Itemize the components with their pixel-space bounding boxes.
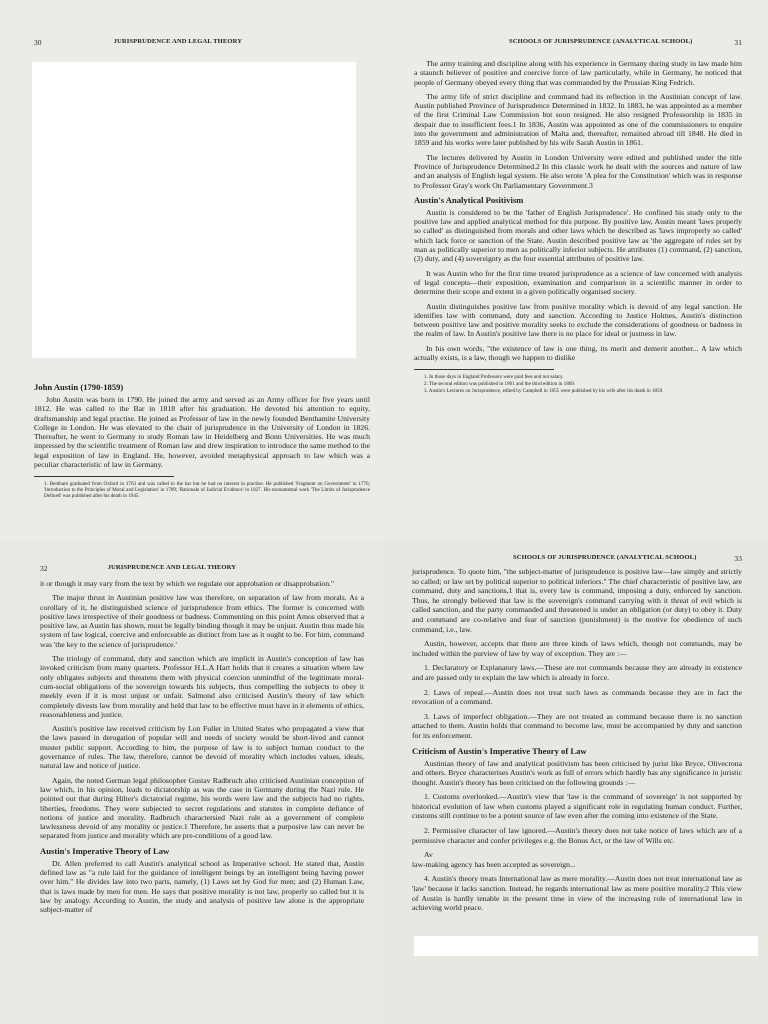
page-31: [384, 0, 768, 540]
footnote: 1. Bentham graduated from Oxford in 1763 and was called to the bar but he had no interest in practise. He published 'Fragment on Government' in 1776; 'Introduction to the Principles of Moral and Legislation' in 1789; 'Rationale of Judicial Evidence' in 1827. His monumental work 'The Limits of Jurisprudence Defined' was published after his death in 1945.: [44, 481, 370, 500]
page-33: [384, 540, 768, 1024]
paragraph: The army training and discipline along with his experience in Germany during study in law made him a staunch believer of positive and coercive force of law particularly, while in Germany, he noticed that people of Germany obeyed every thing that was commanded by the Prussian King Fedrich.: [414, 59, 742, 87]
page-header: [34, 38, 370, 47]
page-32: [0, 540, 384, 1024]
paragraph: law-making agency has been accepted as sovereign...: [412, 859, 576, 869]
redaction-box: [32, 62, 356, 358]
paragraph: The major thrust in Austinian positive law was therefore, on separation of law from morals. As a corollary of it, he distinguished science of jurisprudence from ethics. The former is concerned with positive laws irrespective of their goodness or badness. Commenting on this point Amos observed that a positive law, as Austin has shown, must be legally binding though it may be unjust. Austin thus made his system of law logical, coercive and enforceable as distinct from law as it ought to be. For him, command was 'the key to the science of jurisprudence.': [40, 593, 364, 649]
paragraph: 1. Declaratory or Explanatory laws.—These are not commands because they are already in existence and are passed only to explain the law which is already in force.: [412, 663, 742, 682]
paragraph: Austin is considered to be the 'father of English Jurisprudence'. He confined his study only to the positive law and applied analytical method for this purpose. By positive law, Austin meant 'laws properly so called' as distinguished from morals and other laws which he described as 'laws improperly so called' which lack force or sanction of the State. Austin described positive law as 'the aggregate of rules set by man as politically superior to men as politically inferior subjects. He attributes (1) command, (2) sanction, (3) duty, and (4) sovereignty as the four essential attributes of positive law.: [414, 207, 742, 264]
page-30: [0, 0, 384, 540]
paragraph: 1. Customs overlooked.—Austin's view that 'law is the command of sovereign' is not supported by historical evolution of law when customs played a significant role in regulating human conduct. Further, customs still continue to be a potent source of law even after the coming into existence of the State.: [412, 792, 742, 821]
page-header: [412, 554, 742, 563]
page-header: [40, 564, 364, 573]
paragraph: Dr. Allen preferred to call Austin's analytical school as Imperative school. He stated that, Austin defined law as "a rule laid for the guidance of intelligent beings by an intelligent being having power over him." He divides law into two parts, namely, (1) Laws set by God for men; and (2) Human Law, that is laws made by men for men. He says that positive morality is not law, properly so called but it is law by analogy. According to Austin, the study and analysis of positive law alone is the appropriate subject-matter of: [40, 858, 364, 915]
paragraph: 2. Permissive character of law ignored.—Austin's theory does not take notice of laws which are of a permissive character and confer privileges e.g. the Bonus Act, or the law of Wills etc.: [412, 826, 742, 845]
paragraph: Again, the noted German legal philosopher Gustav Radbruch also criticised Austinian conception of law which, in his opinion, leads to dictatorship as was the case in Germany during the Nazi rule. He pointed out that during Hilter's dictatorial regime, his words were law and the subjects had no rights, liberties, freedoms. They were subjected to secret regulations and statutes in complete defiance of notions of justice and morality. Radbruch charactersied Nazi rule as a government of complete lawlessness devoid of any morality or justice.1 Therefore, he asserts that a purposive law can never be separated from justice and morality which are pre-conditions of a good law.: [40, 775, 364, 841]
footnote: 3. Austin's Lectures on Jurisprudence, edited by Campbell in 1855 were published by his wife after his death in 1859.: [424, 388, 664, 395]
footnote-rule: [34, 476, 174, 477]
running-title: SCHOOLS OF JURISPRUDENCE (ANALYTICAL SCHOOL): [508, 38, 693, 45]
footnote-rule: [414, 369, 554, 370]
footnote: 2. The second edition was published in 1861 and the third edition in 1869.: [424, 381, 576, 388]
paragraph: 4. Austin's theory treats International law as mere morality.—Austin does not treat international law as 'law' because it lacks sanction. Instead, he regards international law as mere positive morality.2 This view of Austin is hardly tenable in the present time in view of the increasing role of international law in achieving world peace.: [412, 874, 742, 913]
footnote: 1. In those days in England Professors were paid fees and not salary.: [424, 374, 564, 381]
page-number: 33: [734, 554, 742, 563]
page-number: 30: [34, 38, 42, 47]
paragraph: jurisprudence. To quote him, "the subject-matter of jurisprudence is positive law—law simply and strictly so called; or law set by political superior to political inferiors." The chief characteristic of positive law, are command, duty and sanctions,1 that is, every law is command, imposing a duty, enforced by sanction. Thus, he strongly believed that law is the sovereign's command carrying with it threat of evil which is called sanction, and the party commanded and threatened is under an obligation (or duty) to obey it. Duty and command are co-relative and fear of sanction (punishment) is the motive for obedience of such command, i.e., law.: [412, 567, 742, 634]
paragraph: 2. Laws of repeal.—Austin does not treat such laws as commands because they are in fact the revocation of a command.: [412, 687, 742, 707]
paragraph: It was Austin who for the first time treated jurisprudence as a science of law concerned with analysis of legal concepts—their exposition, examination and comparison in a scientific manner in order to determine their scope and extent in a given politically organised society.: [414, 268, 742, 297]
running-title: JURISPRUDENCE AND LEGAL THEORY: [113, 38, 243, 45]
paragraph: Austin's positive law received criticism by Lon Fuller in United States who propagated a view that the laws passed in derogation of popular will and needs of society would be short-lived and cannot muster public support. According to him, the purpose of law is to subject human conduct to the governance of rules. The law, therefore, cannot be devoid of morality which includes values, ideals, natural law and notice of justice.: [40, 724, 364, 771]
page-number: 32: [40, 564, 48, 573]
paragraph: Austin, however, accepts that there are three kinds of laws which, though not commands, may be included within the purview of law by way of exception. They are :—: [412, 639, 742, 658]
section-heading: Austin's Imperative Theory of Law: [40, 845, 170, 856]
paragraph: Av: [424, 850, 433, 860]
section-heading: Criticism of Austin's Imperative Theory of Law: [412, 745, 587, 756]
running-title: JURISPRUDENCE AND LEGAL THEORY: [107, 564, 237, 571]
paragraph: Austin distinguishes positive law from positive morality which is devoid of any legal sanction. He identifies law with command, duty and sanction. According to Justice Holmes, Austin's distinction between positive law and positive morality seeks to exclude the considerations of goodness or badness in the realm of law. In Austin's positive law there is no place for ideal or justness in law.: [414, 301, 742, 339]
running-title: SCHOOLS OF JURISPRUDENCE (ANALYTICAL SCHOOL): [512, 554, 697, 561]
paragraph: In his own words, "the existence of law is one thing, its merit and demerit another... A law which actually exists, is a law, though we happen to dislike: [414, 343, 742, 363]
page-header: [414, 38, 742, 47]
paragraph: The lectures delivered by Austin in London University were edited and published under the title Province of Jurisprudence Determined.2 In this classic work he dealt with the sources and nature of law and an analysis of English legal system. He also wrote 'A plea for the Constitution' which was in response to Professor Gray's work On Parliamentary Government.3: [414, 152, 742, 190]
section-heading: John Austin (1790-1859): [34, 382, 124, 392]
section-heading: Austin's Analytical Positivism: [414, 194, 524, 205]
paragraph: The triology of command, duty and sanction which are implicit in Austin's conception of law has invoked criticism from many quarters. Professor H.L.A Hart holds that it creates a situation where law only obligates subjects and threatens them with physical coercion unmindful of the legitimate moral-cum-social obligations of the sovereign towards his subjects, thus compelling the subjects to obey it meekly even if it is most unjust or unfair. Salmond also criticised Austin's theory of law which completely divests law from morality and held that law to be effective must have in it elements of ethics, reasonableness and justice.: [40, 654, 364, 719]
paragraph: John Austin was born in 1790. He joined the army and served as an Army officer for five years until 1812. He was called to the Bar in 1818 after his graduation. He devoted his attention to equity, draftsmanship and legal practise. He joined as Professor of law in the newly founded Benthamite University College in London. He was elevated to the chair of jurisprudence in the University of London in 1826. Thereafter, he went to Germany to study Roman law in Heidelberg and Bonn Universities. He was much impressed by the scientific treatment of Roman law and drew inspiration to introduce the same method to the legal exposition of law in England. He, however, avoided metaphysical approach to law which was a peculiar characteristic of law in Germany.: [34, 395, 370, 470]
paragraph: Austinian theory of law and analytical positivism has been criticised by jurist like Bryce, Olivecrona and others. Bryce characterises Austin's work as full of errors which hardly has any significance in juristic thought. Austin's theory has been criticised on the following grounds :—: [412, 758, 742, 787]
paragraph: 3. Laws of imperfect obligation.—They are not treated as command because there is no sanction attached to them. Austin holds that command to become law, must be accompanied by duty and sanction for its enforcement.: [412, 711, 742, 740]
paragraph: The army life of strict discipline and command had its reflection in the Austinian concept of law. Austin published Province of Jurisprudence Determined in 1832. In 1883, he was appointed as a member of the first Criminal Law Commission but soon resigned. He also resigned Professorship in 1835 in despair due to insufficient fees.1 In 1836, Austin was appointed as one of the commissioners to enquire into the government and administration of Malta and, thereafter, remained abroad till 1848. He died in 1859 and his works were later published by his wife Sarah Austin in 1861.: [414, 91, 742, 148]
redaction-box: [414, 936, 758, 956]
paragraph: it or though it may vary from the text by which we regulate our approbation or disapprobation.": [40, 579, 335, 588]
page-number: 31: [734, 38, 742, 47]
